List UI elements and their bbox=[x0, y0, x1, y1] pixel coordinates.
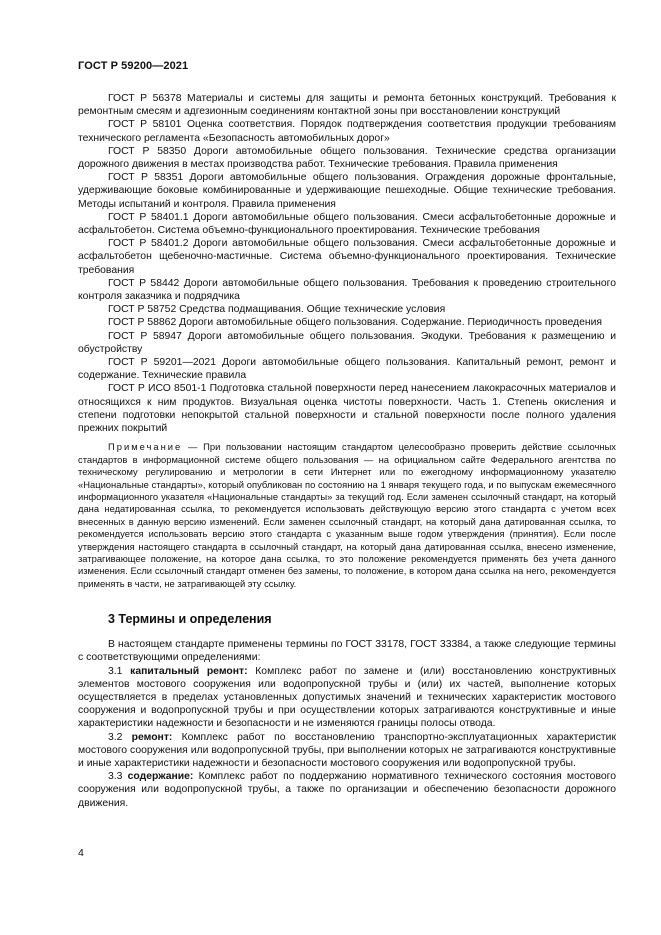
reference-item: ГОСТ Р 58752 Средства подмащивания. Общие технические условия bbox=[108, 304, 446, 316]
term-number: 3.2 bbox=[108, 731, 132, 743]
document-body bbox=[78, 92, 616, 810]
reference-item: ГОСТ Р ИСО 8501-1 Подготовка стальной поверхности перед нанесением лакокрасочных материалов и относящихся к ним продуктов. Визуальная оценка чистоты поверхности. Часть 1. Степень окисления и степени подготовки непокрытой стальной поверхности и стальной поверхности после полного удаления прежних покрытий bbox=[78, 383, 616, 435]
note-text: — При пользовании настоящим стандартом целесообразно проверить действие ссылочных стандартов в информационной системе общего пользования — на официальном сайте Федерального агентства по техническому регулированию и метрологии в сети Интернет или по ежегодному информационному указателю «Национальные стандарты», который опубликован по состоянию на 1 января текущего года, и по выпускам ежемесячного информационного указателя «Национальные стандарты» за текущий год. Если заменен ссылочный стандарт, на который дана недатированная ссылка, то рекомендуется использовать действующую версию этого стандарта с учетом всех внесенных в данную версию изменений. Если заменен ссылочный стандарт, на который дана датированная ссылка, то рекомендуется использовать версию этого стандарта с указанным выше годом утверждения (принятия). Если после утверждения настоящего стандарта в ссылочный стандарт, на который дана датированная ссылка, внесено изменение, затрагивающее положение, на которое дана ссылка, то это положение рекомендуется применять без учета данного изменения. Если ссылочный стандарт отменен без замены, то положение, в котором дана ссылка на него, рекомендуется применять в части, не затрагивающей эту ссылку. bbox=[78, 441, 616, 589]
term-definition bbox=[78, 665, 616, 731]
term-definition bbox=[78, 770, 616, 810]
term-text: Комплекс работ по замене и (или) восстановлению конструктивных элементов мостового сооружения или водопропускной трубы и (или) их частей, выполнение которых осуществляется в пределах установленных допустимых значений и технических характеристик мостового сооружения и водопропускной трубы и при осуществлении которых затрагиваются конструктивные и иные характеристики надежности и безопасности и не изменяются границы полосы отвода. bbox=[78, 665, 616, 730]
term-definition bbox=[78, 731, 616, 771]
note-label: Примечание bbox=[108, 441, 183, 453]
reference-item: ГОСТ Р 58947 Дороги автомобильные общего пользования. Экодуки. Требования к размещению и обустройству bbox=[78, 330, 616, 355]
section-title: 3 Термины и определения bbox=[108, 612, 272, 627]
reference-item: ГОСТ Р 58862 Дороги автомобильные общего пользования. Содержание. Периодичность проведения bbox=[108, 317, 603, 329]
section-intro: В настоящем стандарте применены термины по ГОСТ 33178, ГОСТ 33384, а также следующие термины с соответствующими определениями: bbox=[78, 639, 616, 664]
page-number: 4 bbox=[78, 847, 84, 859]
term-name: капитальный ремонт: bbox=[130, 665, 248, 677]
reference-item: ГОСТ Р 58101 Оценка соответствия. Порядок подтверждения соответствия продукции требованиям технического регламента «Безопасность автомобильных дорог» bbox=[78, 119, 616, 144]
document-header: ГОСТ Р 59200—2021 bbox=[78, 60, 189, 72]
note-paragraph bbox=[78, 441, 616, 590]
reference-item: ГОСТ Р 58350 Дороги автомобильные общего пользования. Технические средства организации дорожного движения в местах производства работ. Технические требования. Правила применения bbox=[78, 145, 616, 171]
reference-item: ГОСТ Р 56378 Материалы и системы для защиты и ремонта бетонных конструкций. Требования к ремонтным смесям и адгезионным соединениям контактной зоны при восстановлении конструкций bbox=[78, 93, 616, 118]
term-text: Комплекс работ по поддержанию нормативного технического состояния мостового сооружения или водопропускной трубы, а также по организации и обеспечению безопасности дорожного движения. bbox=[78, 771, 616, 809]
reference-item: ГОСТ Р 58401.2 Дороги автомобильные общего пользования. Смеси асфальтобетонные дорожные и асфальтобетон щебеночно-мастичные. Система объемно-функционального проектирования. Технические требования bbox=[78, 238, 616, 276]
reference-item: ГОСТ Р 58351 Дороги автомобильные общего пользования. Ограждения дорожные фронтальные, удерживающие боковые комбинированные и удерживающие пешеходные. Общие технические требования. Методы испытаний и контроля. Правила применения bbox=[78, 172, 616, 210]
reference-item: ГОСТ Р 58401.1 Дороги автомобильные общего пользования. Смеси асфальтобетонные дорожные и асфальтобетон. Система объемно-функционального проектирования. Технические требования bbox=[78, 211, 616, 237]
term-number: 3.1 bbox=[108, 665, 131, 677]
term-name: ремонт: bbox=[131, 731, 173, 743]
term-text: Комплекс работ по восстановлению транспортно-эксплуатационных характеристик мостового сооружения или водопропускной трубы, при выполнении которых не затрагиваются конструктивные и иные характеристики надежности и безопасности мостового сооружения или водопропускной трубы. bbox=[78, 731, 616, 769]
term-number: 3.3 bbox=[108, 771, 128, 783]
reference-item: ГОСТ Р 58442 Дороги автомобильные общего пользования. Требования к проведению строительного контроля заказчика и подрядчика bbox=[78, 277, 616, 303]
term-name: содержание: bbox=[127, 771, 194, 783]
reference-item: ГОСТ Р 59201—2021 Дороги автомобильные общего пользования. Капитальный ремонт, ремонт и содержание. Технические правила bbox=[78, 357, 616, 382]
